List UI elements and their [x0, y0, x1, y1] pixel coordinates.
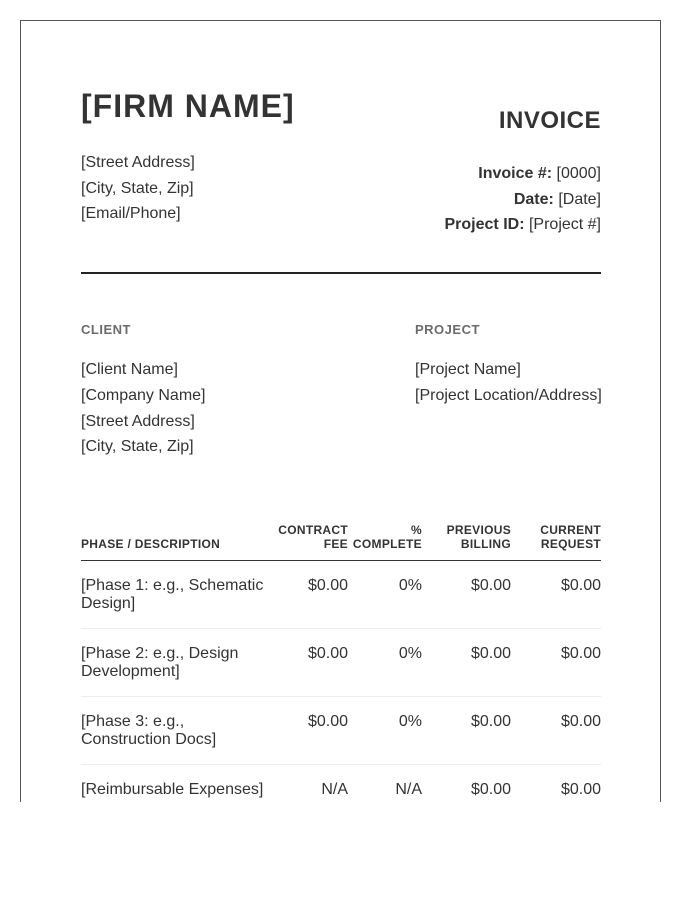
header-current-request: [511, 523, 601, 561]
header-divider: [81, 272, 601, 274]
table-row: [81, 561, 601, 629]
client-street: [Street Address]: [81, 412, 195, 430]
invoice-page: [20, 20, 661, 802]
row-contract-fee: $0.00: [277, 561, 348, 629]
project-id-label: Project ID:: [444, 216, 525, 233]
invoice-number-line: [445, 161, 602, 187]
client-city: [City, State, Zip]: [81, 438, 194, 456]
invoice-date-label: Date:: [513, 190, 554, 208]
row-current-request: $0.00: [511, 697, 601, 765]
table-row: [81, 629, 601, 697]
invoice-meta: [445, 161, 602, 238]
header-previous-billing-line2: BILLING: [460, 537, 511, 551]
firm-contact: [Email/Phone]: [81, 205, 181, 222]
header-description: PHASE / DESCRIPTION: [81, 523, 277, 561]
billing-table: [81, 523, 601, 802]
row-current-request: $0.00: [511, 629, 601, 697]
header-current-request-line2: REQUEST: [540, 537, 601, 551]
invoice-date-value: [Date]: [558, 190, 601, 208]
invoice-number-value: [0000]: [556, 165, 601, 182]
header-previous-billing-line1: PREVIOUS: [446, 523, 511, 537]
header-percent-complete: [348, 523, 422, 561]
firm-address-block: [81, 150, 195, 227]
invoice-title: INVOICE: [498, 107, 601, 134]
header-contract-fee-line2: FEE: [323, 537, 348, 551]
project-info-block: [415, 357, 602, 409]
row-previous-billing: $0.00: [422, 629, 511, 697]
header-percent-complete-line1: %: [411, 523, 422, 537]
row-contract-fee: $0.00: [277, 697, 348, 765]
header-percent-complete-line2: COMPLETE: [352, 537, 422, 551]
header-current-request-line1: CURRENT: [540, 523, 601, 537]
project-location: [Project Location/Address]: [415, 386, 602, 404]
project-id-value: [Project #]: [528, 216, 601, 233]
table-row: [81, 697, 601, 765]
client-address-block: [81, 357, 206, 460]
project-name: [Project Name]: [415, 361, 521, 378]
invoice-date-line: [445, 187, 602, 213]
firm-city: [City, State, Zip]: [81, 179, 194, 197]
row-percent-complete: 0%: [348, 697, 422, 765]
firm-name: [FIRM NAME]: [81, 88, 295, 124]
firm-street: [Street Address]: [81, 154, 195, 171]
row-percent-complete: N/A: [395, 781, 422, 798]
table-header-row: [81, 523, 601, 561]
row-contract-fee: N/A: [321, 781, 348, 798]
row-description: [Reimbursable Expenses]: [81, 781, 264, 798]
row-current-request: $0.00: [560, 781, 601, 798]
client-company: [Company Name]: [81, 386, 206, 404]
row-percent-complete: 0%: [348, 629, 422, 697]
row-contract-fee: $0.00: [277, 629, 348, 697]
row-previous-billing: $0.00: [422, 697, 511, 765]
project-id-line: [445, 212, 602, 238]
row-previous-billing: $0.00: [470, 781, 511, 798]
client-section-label: CLIENT: [81, 322, 131, 337]
project-section-label: PROJECT: [415, 322, 480, 337]
header-contract-fee-line1: CONTRACT: [278, 523, 348, 537]
invoice-number-label: Invoice #:: [478, 165, 553, 182]
client-name: [Client Name]: [81, 361, 178, 378]
row-current-request: $0.00: [511, 561, 601, 629]
table-row: [81, 765, 601, 803]
row-description: [Phase 3: e.g., Construction Docs]: [81, 697, 277, 765]
row-previous-billing: $0.00: [422, 561, 511, 629]
row-percent-complete: 0%: [348, 561, 422, 629]
row-description: [Phase 1: e.g., Schematic Design]: [81, 561, 277, 629]
header-contract-fee: [277, 523, 348, 561]
header-previous-billing: [422, 523, 511, 561]
row-description: [Phase 2: e.g., Design Development]: [81, 629, 277, 697]
